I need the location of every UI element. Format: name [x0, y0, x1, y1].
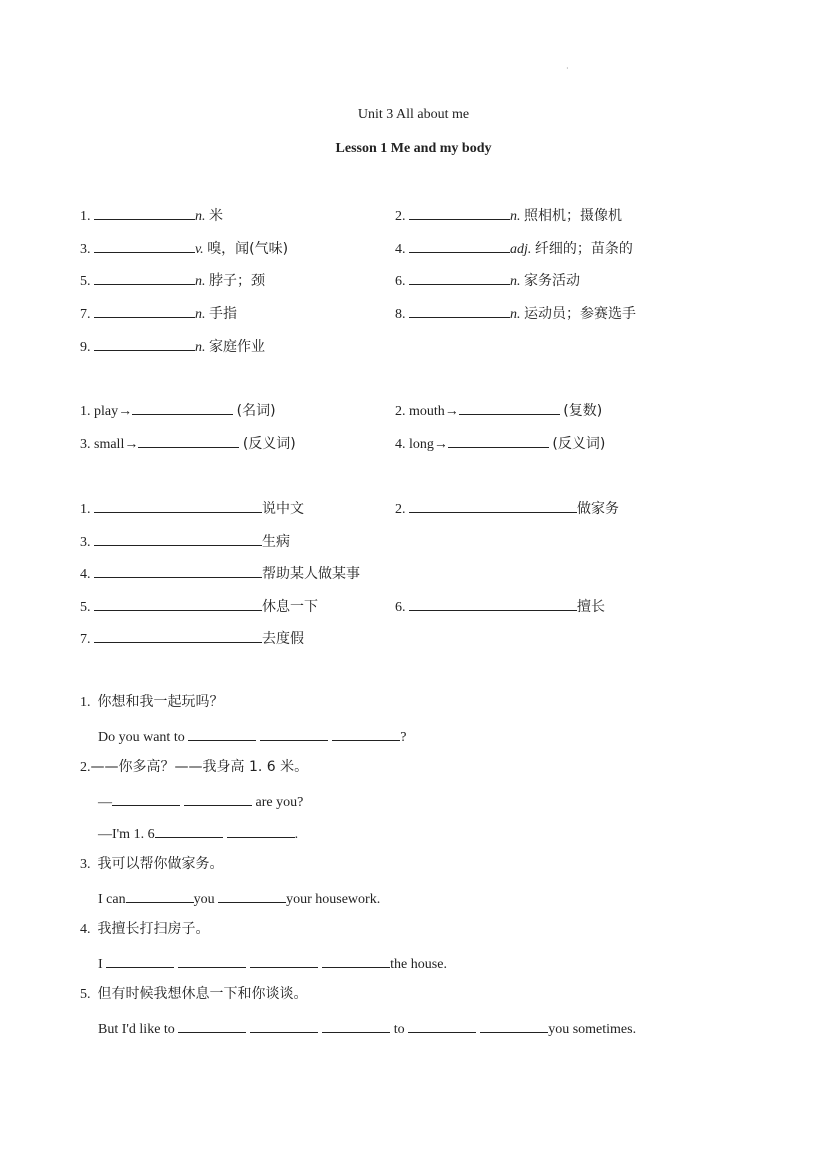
phrase-item: 5. 休息一下: [80, 596, 318, 614]
sentence-prompt: 3. 我可以帮你做家务。: [80, 856, 224, 872]
answer-blank[interactable]: [94, 498, 262, 513]
sentence-prompt: 1. 你想和我一起玩吗？: [80, 694, 224, 710]
answer-blank[interactable]: [409, 596, 577, 611]
form-item: 3. small→ (反义词): [80, 433, 296, 451]
phrase-item: 6. 擅长: [395, 596, 605, 614]
sentence-answer: I the house.: [98, 953, 447, 971]
answer-blank[interactable]: [132, 400, 233, 415]
answer-blank[interactable]: [480, 1018, 548, 1033]
phrase-item: 3. 生病: [80, 531, 290, 549]
answer-blank[interactable]: [409, 205, 510, 220]
phrase-item: 7. 去度假: [80, 628, 304, 646]
answer-blank[interactable]: [322, 1018, 390, 1033]
answer-blank[interactable]: [94, 596, 262, 611]
answer-blank[interactable]: [178, 953, 246, 968]
answer-blank[interactable]: [260, 726, 328, 741]
form-item: 2. mouth→ (复数): [395, 400, 602, 418]
answer-blank[interactable]: [112, 791, 180, 806]
lesson-title: Lesson 1 Me and my body: [335, 141, 492, 156]
form-item: 4. long→ (反义词): [395, 433, 605, 451]
sentence-answer: —I'm 1. 6 .: [98, 823, 298, 841]
answer-blank[interactable]: [94, 205, 195, 220]
answer-blank[interactable]: [250, 1018, 318, 1033]
vocab-item: 3. v. 嗅，闻(气味): [80, 238, 288, 256]
vocab-item: 5. n. 脖子；颈: [80, 270, 265, 288]
answer-blank[interactable]: [227, 823, 295, 838]
answer-blank[interactable]: [94, 336, 195, 351]
sentence-prompt: 2.——你多高？——我身高 1. 6 米。: [80, 759, 309, 775]
vocab-item: 7. n. 手指: [80, 303, 237, 321]
phrase-item: 2. 做家务: [395, 498, 619, 516]
answer-blank[interactable]: [94, 238, 195, 253]
page-mark: ·: [566, 64, 569, 73]
answer-blank[interactable]: [138, 433, 239, 448]
sentence-prompt: 4. 我擅长打扫房子。: [80, 921, 210, 937]
vocab-item: 1. n. 米: [80, 205, 223, 223]
answer-blank[interactable]: [459, 400, 560, 415]
answer-blank[interactable]: [94, 531, 262, 546]
answer-blank[interactable]: [409, 303, 510, 318]
answer-blank[interactable]: [409, 238, 510, 253]
answer-blank[interactable]: [178, 1018, 246, 1033]
vocab-item: 2. n. 照相机；摄像机: [395, 205, 622, 223]
answer-blank[interactable]: [322, 953, 390, 968]
answer-blank[interactable]: [155, 823, 223, 838]
answer-blank[interactable]: [94, 563, 262, 578]
vocab-item: 6. n. 家务活动: [395, 270, 580, 288]
unit-title: Unit 3 All about me: [357, 107, 470, 122]
answer-blank[interactable]: [94, 303, 195, 318]
vocab-item: 9. n. 家庭作业: [80, 336, 265, 354]
answer-blank[interactable]: [409, 498, 577, 513]
answer-blank[interactable]: [332, 726, 400, 741]
answer-blank[interactable]: [218, 888, 286, 903]
sentence-prompt: 5. 但有时候我想休息一下和你谈谈。: [80, 986, 308, 1002]
vocab-item: 4. adj. 纤细的；苗条的: [395, 238, 633, 256]
answer-blank[interactable]: [184, 791, 252, 806]
sentence-answer: But I'd like to to you sometimes.: [98, 1018, 636, 1036]
vocab-item: 8. n. 运动员；参赛选手: [395, 303, 636, 321]
answer-blank[interactable]: [94, 270, 195, 285]
answer-blank[interactable]: [94, 628, 262, 643]
sentence-answer: I can you your housework.: [98, 888, 380, 906]
answer-blank[interactable]: [188, 726, 256, 741]
phrase-item: 1. 说中文: [80, 498, 304, 516]
sentence-answer: Do you want to ?: [98, 726, 406, 744]
answer-blank[interactable]: [250, 953, 318, 968]
answer-blank[interactable]: [409, 270, 510, 285]
answer-blank[interactable]: [448, 433, 549, 448]
answer-blank[interactable]: [106, 953, 174, 968]
form-item: 1. play→ (名词): [80, 400, 276, 418]
phrase-item: 4. 帮助某人做某事: [80, 563, 360, 581]
answer-blank[interactable]: [126, 888, 194, 903]
sentence-answer: — are you?: [98, 791, 303, 809]
answer-blank[interactable]: [408, 1018, 476, 1033]
